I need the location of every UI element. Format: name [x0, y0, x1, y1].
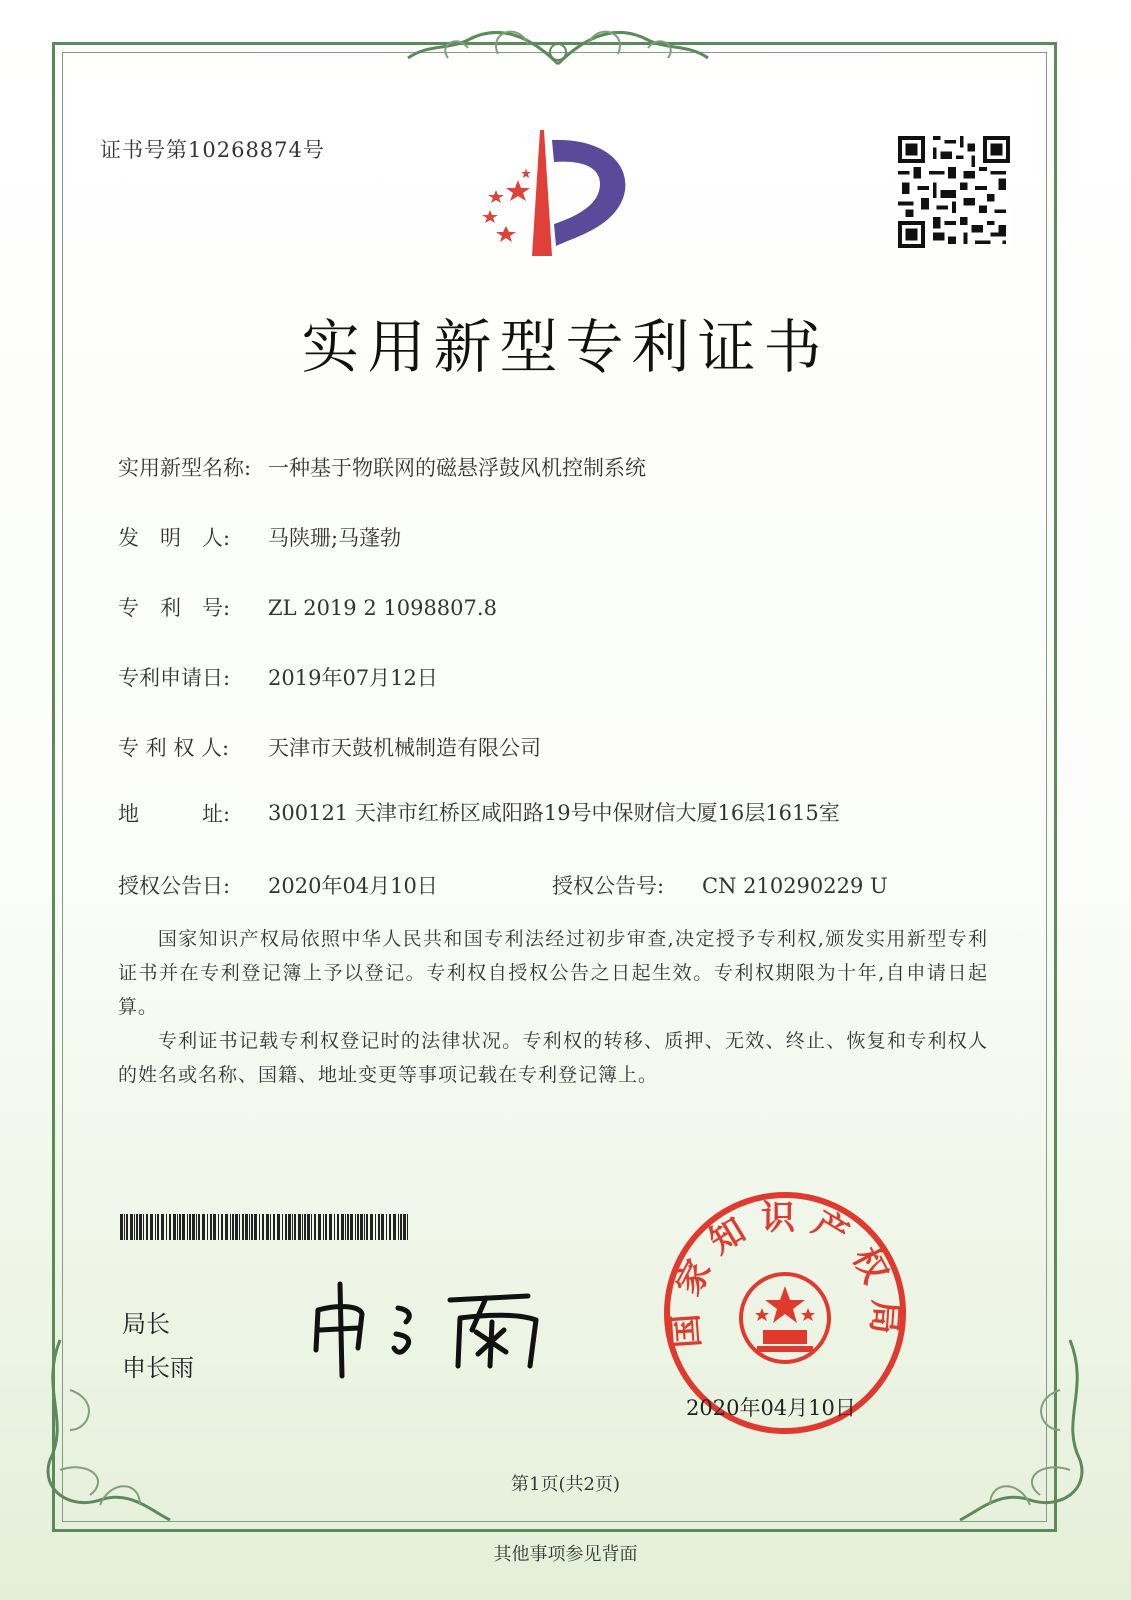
- barcode-bar: [302, 1214, 303, 1240]
- barcode-bar: [304, 1214, 306, 1240]
- barcode-bar: [189, 1214, 191, 1240]
- page-indicator: 第1页(共2页): [511, 1474, 620, 1495]
- barcode-bar: [307, 1214, 310, 1240]
- barcode-bar: [337, 1214, 339, 1240]
- barcode-bar: [179, 1214, 181, 1240]
- barcode-bar: [213, 1214, 216, 1240]
- barcode-bar: [235, 1214, 238, 1240]
- barcode-bar: [341, 1214, 344, 1240]
- address-value: 300121 天津市红桥区咸阳路19号中保财信大厦16层1615室: [268, 801, 840, 825]
- grant-date-row: [118, 870, 438, 900]
- barcode-bar: [126, 1214, 128, 1240]
- barcode-bar: [169, 1214, 171, 1240]
- barcode-bar: [334, 1214, 335, 1240]
- patent-number-row: [118, 592, 497, 622]
- barcode-bar: [347, 1214, 349, 1240]
- barcode-bar: [288, 1214, 291, 1240]
- barcode-bar: [259, 1214, 260, 1240]
- barcode-bar: [251, 1214, 253, 1240]
- barcode-bar: [350, 1214, 353, 1240]
- barcode-bar: [155, 1214, 156, 1240]
- barcode-bar: [124, 1214, 125, 1240]
- statement-paragraph-1: 国家知识产权局依照中华人民共和国专利法经过初步审查,决定授予专利权,颁发实用新型专利证书并在专利登记簿上予以登记。专利权自授权公告之日起生效。专利权期限为十年,自申请日起算。: [118, 928, 988, 1018]
- barcode-bar: [400, 1214, 402, 1240]
- barcode-bar: [182, 1214, 185, 1240]
- barcode-bar: [360, 1214, 363, 1240]
- barcode-bar: [345, 1214, 346, 1240]
- patent-number-value: ZL 2019 2 1098807.8: [268, 596, 497, 620]
- barcode-bar: [166, 1214, 167, 1240]
- barcode-bar: [230, 1214, 231, 1240]
- barcode-bar: [366, 1214, 368, 1240]
- patentee-value: 天津市天鼓机械制造有限公司: [268, 736, 541, 760]
- barcode-bar: [150, 1214, 153, 1240]
- director-name: 申长雨: [122, 1354, 194, 1382]
- barcode-bar: [285, 1214, 287, 1240]
- certificate-title: 实用新型专利证书: [301, 313, 830, 381]
- application-date-value: 2019年07月12日: [268, 666, 438, 690]
- barcode-bar: [198, 1214, 200, 1240]
- qr-code: [898, 136, 1010, 248]
- address-row: [118, 798, 868, 829]
- barcode-bar: [232, 1214, 234, 1240]
- top-ornament: [388, 14, 728, 76]
- utility-model-name-label: 实用新型名称:: [118, 456, 252, 480]
- grant-number-row: [552, 870, 888, 900]
- barcode-bar: [381, 1214, 384, 1240]
- barcode-bar: [298, 1214, 301, 1240]
- barcode-bar: [386, 1214, 387, 1240]
- grant-date-label: 授权公告日:: [118, 874, 231, 898]
- barcode-bar: [146, 1214, 148, 1240]
- grant-number-value: CN 210290229 U: [702, 874, 888, 898]
- barcode-bar: [378, 1214, 380, 1240]
- seal-date: 2020年04月10日: [686, 1396, 856, 1420]
- barcode-bar: [249, 1214, 250, 1240]
- barcode-bar: [318, 1214, 321, 1240]
- patentee-label: 专 利 权 人:: [118, 736, 230, 760]
- barcode-bar: [143, 1214, 144, 1240]
- barcode: [120, 1214, 412, 1240]
- barcode-bar: [192, 1214, 195, 1240]
- patentee-row: [118, 732, 541, 762]
- statement-paragraph-2: 专利证书记载专利权登记时的法律状况。专利权的转移、质押、无效、终止、恢复和专利权人的姓名或名称、国籍、地址变更等事项记载在专利登记簿上。: [118, 1030, 988, 1086]
- barcode-bar: [282, 1214, 283, 1240]
- barcode-bar: [355, 1214, 356, 1240]
- barcode-bar: [157, 1214, 159, 1240]
- director-title: 局长: [122, 1310, 170, 1338]
- inventor-row: [118, 522, 401, 552]
- barcode-bar: [161, 1214, 164, 1240]
- director-signature: [300, 1270, 560, 1380]
- barcode-bar: [375, 1214, 376, 1240]
- barcode-bar: [266, 1214, 269, 1240]
- barcode-bar: [239, 1214, 240, 1240]
- barcode-bar: [323, 1214, 324, 1240]
- application-date-label: 专利申请日:: [118, 666, 231, 690]
- barcode-bar: [329, 1214, 332, 1240]
- barcode-bar: [389, 1214, 391, 1240]
- barcode-bar: [225, 1214, 228, 1240]
- barcode-bar: [370, 1214, 373, 1240]
- barcode-bar: [210, 1214, 212, 1240]
- barcode-bar: [120, 1214, 123, 1240]
- barcode-bar: [196, 1214, 197, 1240]
- barcode-bar: [398, 1214, 399, 1240]
- barcode-bar: [221, 1214, 223, 1240]
- patent-office-emblem: [468, 128, 648, 258]
- barcode-bar: [207, 1214, 208, 1240]
- grant-number-label: 授权公告号:: [552, 874, 665, 898]
- barcode-bar: [292, 1214, 293, 1240]
- barcode-bar: [187, 1214, 188, 1240]
- barcode-bar: [218, 1214, 219, 1240]
- footer-note: 其他事项参见背面: [493, 1544, 638, 1565]
- barcode-bar: [130, 1214, 133, 1240]
- barcode-bar: [364, 1214, 365, 1240]
- barcode-bar: [273, 1214, 275, 1240]
- barcode-bar: [139, 1214, 142, 1240]
- barcode-bar: [254, 1214, 257, 1240]
- barcode-bar: [242, 1214, 244, 1240]
- barcode-bar: [173, 1214, 176, 1240]
- inventor-value: 马陕珊;马蓬勃: [268, 526, 402, 550]
- barcode-bar: [134, 1214, 135, 1240]
- grant-date-value: 2020年04月10日: [268, 874, 438, 898]
- barcode-bar: [245, 1214, 248, 1240]
- barcode-bar: [294, 1214, 296, 1240]
- address-label: 地 址:: [118, 802, 231, 826]
- barcode-bar: [177, 1214, 178, 1240]
- seal-text: 国家知识产权局: [664, 1198, 906, 1350]
- certificate-number: 证书号第10268874号: [100, 138, 325, 162]
- inventor-label: 发 明 人:: [118, 526, 231, 550]
- barcode-bar: [314, 1214, 316, 1240]
- barcode-bar: [262, 1214, 264, 1240]
- barcode-bar: [403, 1214, 406, 1240]
- barcode-bar: [277, 1214, 280, 1240]
- utility-model-name-row: [118, 452, 646, 482]
- barcode-bar: [407, 1214, 408, 1240]
- utility-model-name-value: 一种基于物联网的磁悬浮鼓风机控制系统: [268, 456, 646, 480]
- barcode-bar: [325, 1214, 327, 1240]
- patent-number-label: 专 利 号:: [118, 596, 231, 620]
- barcode-bar: [136, 1214, 138, 1240]
- barcode-bar: [270, 1214, 271, 1240]
- application-date-row: [118, 662, 438, 692]
- bottom-right-ornament: [950, 1330, 1100, 1530]
- barcode-bar: [311, 1214, 312, 1240]
- barcode-bar: [393, 1214, 396, 1240]
- barcode-bar: [357, 1214, 359, 1240]
- barcode-bar: [202, 1214, 205, 1240]
